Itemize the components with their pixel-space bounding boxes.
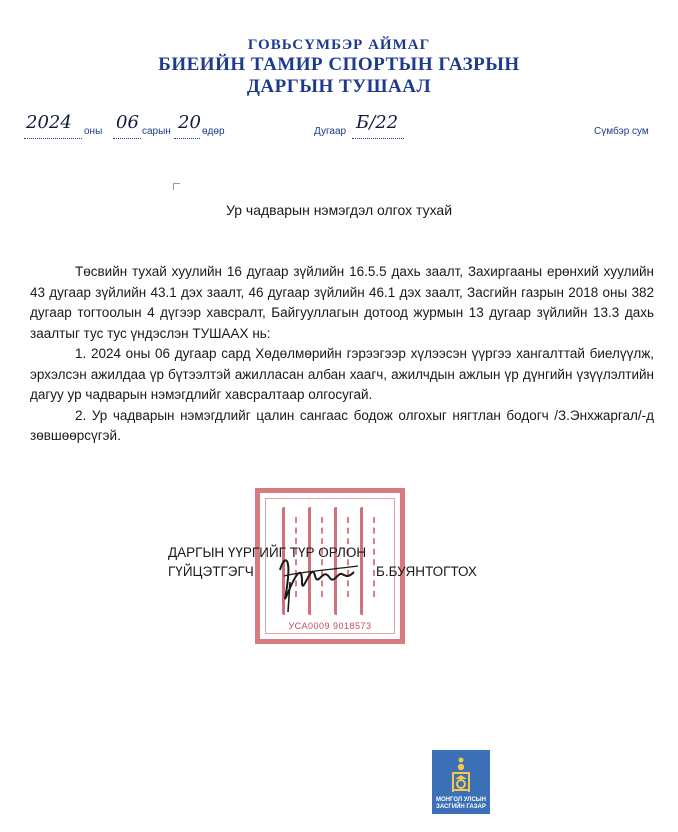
handwritten-signature [268, 548, 368, 618]
document-body [30, 262, 654, 447]
document-title: Ур чадварын нэмэгдэл олгох тухай [225, 202, 453, 218]
date-line [18, 112, 658, 146]
month-label: сарын [142, 126, 171, 137]
place: Сүмбэр сум [594, 126, 649, 137]
signatory-name: Б.БУЯНТОГТОХ [376, 564, 477, 579]
day-underline [174, 138, 200, 139]
order-item-2: 2. Ур чадварын нэмэгдлийг цалин сангаас бодож олгохыг нягтлан бодогч /З.Энхжаргал/-д зөвшөөрсүгэй. [30, 407, 654, 443]
signature-block [168, 543, 648, 581]
day-label: өдөр [202, 126, 225, 137]
date-year: 2024 [26, 112, 72, 133]
order-item-1: 1. 2024 оны 06 дугаар сард Хөдөлмөрийн гэрээгээр хүлээсэн үүргээ хангалттай биелүүлж, эрхэлсэн ажилдаа үр бүтээлтэй ажилласан албан хаагч, ажилчдын ажлын үр дүнгийн үзүүлэлтийн дагуу ур чадварын нэмэгдлийг хавсралтаар олгосугай. [30, 346, 654, 402]
number-underline [352, 138, 404, 139]
document-header [0, 36, 678, 98]
month-underline [113, 138, 141, 139]
year-underline [24, 138, 82, 139]
soyombo-icon [451, 756, 471, 794]
date-month: 06 [116, 112, 139, 133]
margin-corner-mark [173, 183, 180, 190]
stamp-code: УСА0009 9018573 [288, 621, 372, 631]
order-number: Б/22 [356, 112, 399, 133]
logo-caption-line1: МОНГОЛ УЛСЫН [436, 797, 486, 803]
preamble-paragraph: Төсвийн тухай хуулийн 16 дугаар зүйлийн 16.5.5 дахь заалт, Захиргааны ерөнхий хуулийн 43 дугаар зүйлийн 43.1 дэх заалт, 46 дугаар зүйлийн 46.1 дэх заалт, Засгийн газрын 2018 оны 382 дугаар тогтоолын 4 дүгээр хавсралт, Байгууллагын дотоод журмын 13 дугаар зүйлийн 13.3 дахь заалтыг тус тус үндэслэн ТУШААХ нь: [30, 264, 654, 341]
signatory-title-line1: ДАРГЫН ҮҮРГИЙГ ТҮР ОРЛОН [168, 545, 367, 560]
year-label: оны [84, 126, 103, 137]
header-agency: БИЕИЙН ТАМИР СПОРТЫН ГАЗРЫН [158, 54, 520, 75]
government-logo [432, 750, 490, 814]
signatory-title-line2 [168, 562, 648, 581]
date-day: 20 [178, 112, 201, 133]
signatory-title-line2-text: ГҮЙЦЭТГЭГЧ [168, 564, 254, 579]
header-order-type: ДАРГЫН ТУШААЛ [246, 76, 432, 97]
logo-caption [432, 797, 490, 811]
header-aimag: ГОВЬСҮМБЭР АЙМАГ [247, 37, 431, 53]
logo-caption-line2: ЗАСГИЙН ГАЗАР [436, 804, 486, 810]
number-label: Дугаар [314, 126, 347, 137]
